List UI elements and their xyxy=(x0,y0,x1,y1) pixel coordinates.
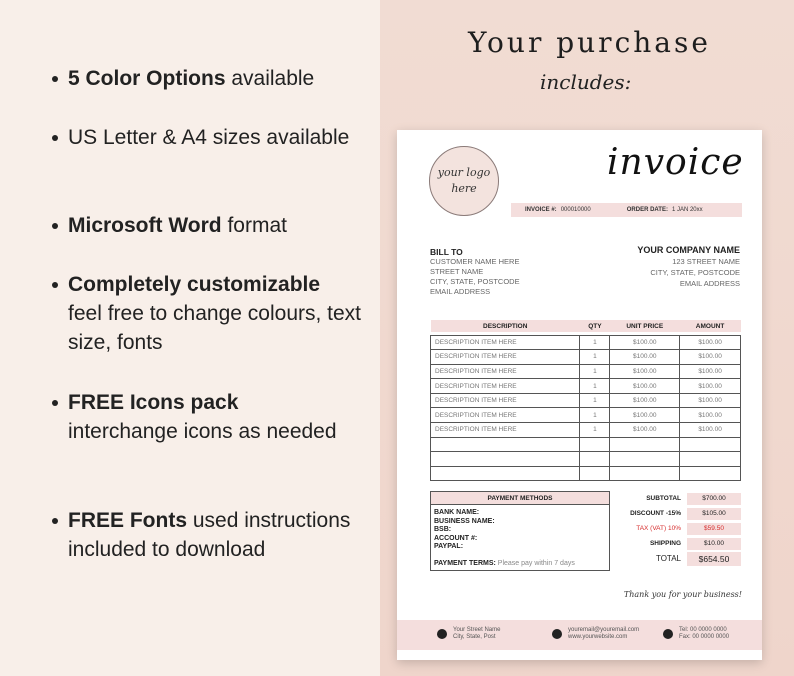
bill-to-heading: BILL TO xyxy=(430,247,463,257)
company-city: CITY, STATE, POSTCODE xyxy=(650,268,740,277)
item-amount xyxy=(680,437,741,452)
total-value: $105.00 xyxy=(687,508,741,520)
company-block xyxy=(637,245,740,289)
item-qty: 1 xyxy=(580,379,610,394)
feature-customizable xyxy=(52,270,362,357)
total-label: DISCOUNT -15% xyxy=(630,510,681,517)
item-qty xyxy=(580,452,610,467)
order-date-label: ORDER DATE: xyxy=(626,207,668,213)
item-amount: $100.00 xyxy=(680,393,741,408)
bill-to-block xyxy=(430,247,520,297)
footer-address-line: Your Street Name xyxy=(453,627,501,633)
item-description: DESCRIPTION ITEM HERE xyxy=(431,408,580,423)
item-description: DESCRIPTION ITEM HERE xyxy=(431,364,580,379)
feature-free-fonts xyxy=(52,506,352,564)
feature-text: available xyxy=(225,67,315,90)
invoice-sheet xyxy=(397,130,762,660)
feature-text: used instructions included to download xyxy=(68,509,351,561)
bullet-icon xyxy=(52,76,58,82)
table-row xyxy=(431,466,741,481)
item-unit-price: $100.00 xyxy=(610,350,680,365)
item-qty: 1 xyxy=(580,335,610,350)
item-description: DESCRIPTION ITEM HERE xyxy=(431,423,580,438)
footer-phone xyxy=(663,627,729,641)
item-amount: $100.00 xyxy=(680,423,741,438)
phone-icon xyxy=(663,629,673,639)
table-row xyxy=(431,437,741,452)
purchase-heading: Your purchase xyxy=(468,26,711,59)
purchase-subheading: includes: xyxy=(540,70,632,94)
table-row xyxy=(431,364,741,379)
item-unit-price xyxy=(610,452,680,467)
payment-terms-value: Please pay within 7 days xyxy=(497,560,575,567)
feature-text: format xyxy=(221,214,287,237)
table-row xyxy=(431,423,741,438)
col-amount: AMOUNT xyxy=(680,320,741,332)
item-amount xyxy=(680,452,741,467)
company-name: YOUR COMPANY NAME xyxy=(637,245,740,255)
feature-text: interchange icons as needed xyxy=(68,420,337,443)
item-description: DESCRIPTION ITEM HERE xyxy=(431,393,580,408)
globe-icon xyxy=(552,629,562,639)
feature-bold: FREE Icons pack xyxy=(68,391,239,414)
total-value: $700.00 xyxy=(687,493,741,505)
item-unit-price: $100.00 xyxy=(610,393,680,408)
item-unit-price: $100.00 xyxy=(610,335,680,350)
item-description xyxy=(431,437,580,452)
invoice-meta-bar xyxy=(511,203,742,217)
item-unit-price xyxy=(610,437,680,452)
customer-city: CITY, STATE, POSTCODE xyxy=(430,277,520,286)
table-row xyxy=(431,452,741,467)
item-unit-price: $100.00 xyxy=(610,379,680,394)
item-qty xyxy=(580,437,610,452)
item-description: DESCRIPTION ITEM HERE xyxy=(431,350,580,365)
discount-row xyxy=(617,506,741,521)
item-description xyxy=(431,466,580,481)
item-unit-price: $100.00 xyxy=(610,364,680,379)
item-qty: 1 xyxy=(580,350,610,365)
col-description: DESCRIPTION xyxy=(431,320,580,332)
footer-email: youremail@youremail.com xyxy=(568,627,640,633)
feature-sizes xyxy=(52,123,352,152)
grand-total-row xyxy=(617,551,741,566)
total-value: $59.50 xyxy=(687,523,741,535)
total-label: TOTAL xyxy=(655,554,681,563)
item-unit-price xyxy=(610,466,680,481)
invoice-number-label: INVOICE #: xyxy=(525,207,557,213)
footer-contact xyxy=(552,627,639,641)
table-row xyxy=(431,335,741,350)
feature-icons-pack xyxy=(52,388,342,446)
payment-heading: PAYMENT METHODS xyxy=(431,492,609,505)
item-amount: $100.00 xyxy=(680,350,741,365)
total-label: SUBTOTAL xyxy=(646,495,681,502)
payment-line: PAYPAL: xyxy=(434,543,464,550)
footer-website: www.yourwebsite.com xyxy=(568,634,628,640)
item-qty: 1 xyxy=(580,423,610,438)
feature-text: feel free to change colours, text size, fonts xyxy=(68,302,362,354)
feature-word-format xyxy=(52,211,287,240)
feature-bold: Microsoft Word xyxy=(68,214,222,237)
bullet-icon xyxy=(52,135,58,141)
totals-block xyxy=(617,491,741,566)
item-description: DESCRIPTION ITEM HERE xyxy=(431,335,580,350)
col-qty: QTY xyxy=(580,320,610,332)
payment-line: BSB: xyxy=(434,526,452,533)
col-unit-price: UNIT PRICE xyxy=(610,320,680,332)
item-description xyxy=(431,452,580,467)
item-amount: $100.00 xyxy=(680,408,741,423)
table-row xyxy=(431,408,741,423)
total-value: $10.00 xyxy=(687,538,741,550)
item-qty: 1 xyxy=(580,393,610,408)
item-qty xyxy=(580,466,610,481)
total-value: $654.50 xyxy=(687,552,741,566)
tax-row xyxy=(617,521,741,536)
item-unit-price: $100.00 xyxy=(610,423,680,438)
feature-text: US Letter & A4 sizes available xyxy=(68,126,350,149)
feature-bold: 5 Color Options xyxy=(68,67,226,90)
thank-you-note: Thank you for your business! xyxy=(623,590,742,599)
invoice-number: 000010000 xyxy=(560,207,591,213)
bullet-icon xyxy=(52,518,58,524)
payment-methods-box xyxy=(430,491,610,571)
logo-placeholder: your logo here xyxy=(429,146,499,216)
item-unit-price: $100.00 xyxy=(610,408,680,423)
subtotal-row xyxy=(617,491,741,506)
payment-line: BANK NAME: xyxy=(434,509,480,516)
footer-address-line: City, State, Post xyxy=(453,634,496,640)
table-header xyxy=(431,320,741,332)
footer-address xyxy=(437,627,500,641)
total-label: TAX (VAT) 10% xyxy=(636,525,681,532)
bullet-icon xyxy=(52,400,58,406)
bullet-icon xyxy=(52,282,58,288)
feature-bold: Completely customizable xyxy=(68,273,321,296)
item-amount xyxy=(680,466,741,481)
payment-terms xyxy=(434,560,575,567)
shipping-row xyxy=(617,536,741,551)
item-amount: $100.00 xyxy=(680,335,741,350)
company-street: 123 STREET NAME xyxy=(672,257,740,266)
invoice-footer xyxy=(397,620,762,650)
item-description: DESCRIPTION ITEM HERE xyxy=(431,379,580,394)
payment-line: BUSINESS NAME: xyxy=(434,517,495,525)
item-amount: $100.00 xyxy=(680,364,741,379)
item-qty: 1 xyxy=(580,408,610,423)
invoice-title: invoice xyxy=(607,142,744,183)
payment-line: ACCOUNT #: xyxy=(434,534,478,542)
table-row xyxy=(431,379,741,394)
customer-name: CUSTOMER NAME HERE xyxy=(430,257,520,266)
customer-street: STREET NAME xyxy=(430,267,484,276)
order-date: 1 JAN 20xx xyxy=(671,207,703,213)
feature-color-options xyxy=(52,64,314,93)
footer-fax: Fax: 00 0000 0000 xyxy=(679,634,730,640)
customer-email: EMAIL ADDRESS xyxy=(430,287,491,296)
bullet-icon xyxy=(52,223,58,229)
item-amount: $100.00 xyxy=(680,379,741,394)
item-qty: 1 xyxy=(580,364,610,379)
payment-terms-label: PAYMENT TERMS: xyxy=(434,560,496,567)
total-label: SHIPPING xyxy=(649,540,681,547)
company-email: EMAIL ADDRESS xyxy=(679,279,740,288)
location-pin-icon xyxy=(437,629,447,639)
table-row xyxy=(431,350,741,365)
feature-bold: FREE Fonts xyxy=(68,509,187,532)
items-table xyxy=(430,320,741,481)
table-row xyxy=(431,393,741,408)
footer-tel: Tel: 00 0000 0000 xyxy=(679,627,727,633)
